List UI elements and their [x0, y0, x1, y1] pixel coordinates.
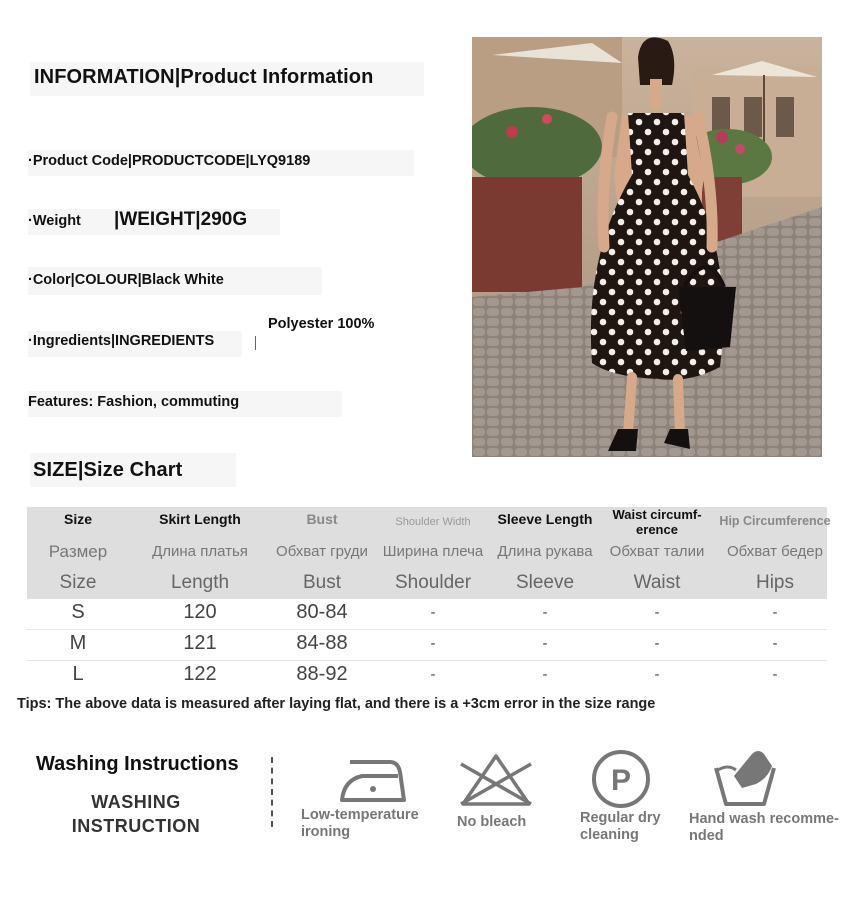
header-sleeve-ru: Длина рукава	[497, 543, 593, 560]
table-cell: 122	[183, 663, 217, 685]
table-cell: -	[430, 604, 436, 621]
size-chart-title: SIZE|Size Chart	[33, 459, 183, 481]
table-cell: -	[654, 604, 660, 621]
header-length-short: Length	[170, 572, 230, 593]
table-cell: M	[69, 632, 87, 654]
color-info: ·Color|COLOUR|Black White	[28, 272, 224, 288]
header-hips-en: Hip Circumference	[719, 514, 831, 528]
weight-label: ·Weight	[28, 213, 81, 229]
features: Features: Fashion, commuting	[28, 394, 240, 410]
header-waist-ru: Обхват талии	[609, 543, 705, 560]
header-shoulder-short: Shoulder	[394, 572, 472, 593]
table-cell: -	[654, 635, 660, 652]
washing-subtitle-line2: INSTRUCTION	[71, 816, 201, 836]
table-cell: 80-84	[296, 601, 348, 623]
ingredients-value: Polyester 100%	[268, 316, 375, 332]
table-cell: L	[72, 663, 84, 685]
photo-illustration	[472, 37, 822, 457]
table-cell: -	[772, 666, 778, 683]
header-bust-en: Bust	[306, 511, 338, 527]
ingredients-label: ·Ingredients|INGREDIENTS	[28, 333, 215, 349]
header-bust-ru: Обхват груди	[276, 543, 368, 560]
table-cell: -	[430, 635, 436, 652]
header-bust-short: Bust	[302, 572, 342, 593]
header-size-en: Size	[63, 511, 92, 527]
product-photo	[472, 37, 822, 457]
header-shoulder-ru: Ширина плеча	[382, 543, 484, 560]
table-row	[27, 630, 827, 661]
table-cell: -	[542, 604, 548, 621]
product-code: ·Product Code|PRODUCTCODE|LYQ9189	[28, 153, 311, 169]
header-size-short: Size	[59, 572, 97, 593]
header-size-ru: Размер	[48, 542, 108, 561]
header-hips-ru: Обхват бедер	[727, 543, 823, 560]
header-length-ru: Длина платья	[152, 543, 248, 560]
no-bleach-label: No bleach	[457, 814, 527, 830]
header-waist-en: Waist circumf-erence	[612, 507, 702, 537]
washing-title: Washing Instructions	[36, 753, 239, 775]
no-bleach-icon	[457, 752, 535, 808]
header-shoulder-en: Shoulder Width	[395, 516, 471, 528]
size-table-header	[27, 507, 831, 599]
table-cell: -	[542, 666, 548, 683]
hand-wash-icon	[712, 748, 778, 808]
table-cell: -	[542, 635, 548, 652]
iron-icon	[338, 754, 408, 806]
table-cell: -	[430, 666, 436, 683]
dry-clean-label: Regular dry cleaning	[580, 810, 661, 843]
table-cell: -	[772, 604, 778, 621]
table-cell: 121	[183, 632, 217, 654]
weight-value: |WEIGHT|290G	[114, 209, 248, 230]
header-hips-short: Hips	[755, 572, 794, 593]
table-row	[27, 661, 827, 691]
table-cell: S	[71, 601, 85, 623]
header-sleeve-en: Sleeve Length	[497, 511, 593, 527]
header-waist-short: Waist	[633, 572, 681, 593]
washing-subtitle-line1: WASHING	[91, 792, 181, 812]
dry-clean-icon	[590, 748, 652, 810]
washing-subtitle	[56, 790, 216, 838]
divider	[271, 757, 273, 827]
hand-wash-label: Hand wash recomme- nded	[689, 811, 839, 844]
header-length-en: Skirt Length	[159, 511, 241, 527]
size-table	[27, 507, 831, 691]
dry-clean-letter: P	[610, 764, 632, 797]
info-title: INFORMATION|Product Information	[34, 66, 374, 88]
table-cell: 88-92	[296, 663, 348, 685]
size-tips: Tips: The above data is measured after laying flat, and there is a +3cm error in the size range	[17, 696, 656, 712]
ingredients-divider	[255, 336, 256, 350]
iron-label: Low-temperature ironing	[301, 807, 419, 840]
table-cell: -	[772, 635, 778, 652]
table-cell: -	[654, 666, 660, 683]
table-cell: 120	[183, 601, 217, 623]
table-cell: 84-88	[296, 632, 348, 654]
header-sleeve-short: Sleeve	[515, 572, 575, 593]
table-row	[27, 599, 827, 630]
